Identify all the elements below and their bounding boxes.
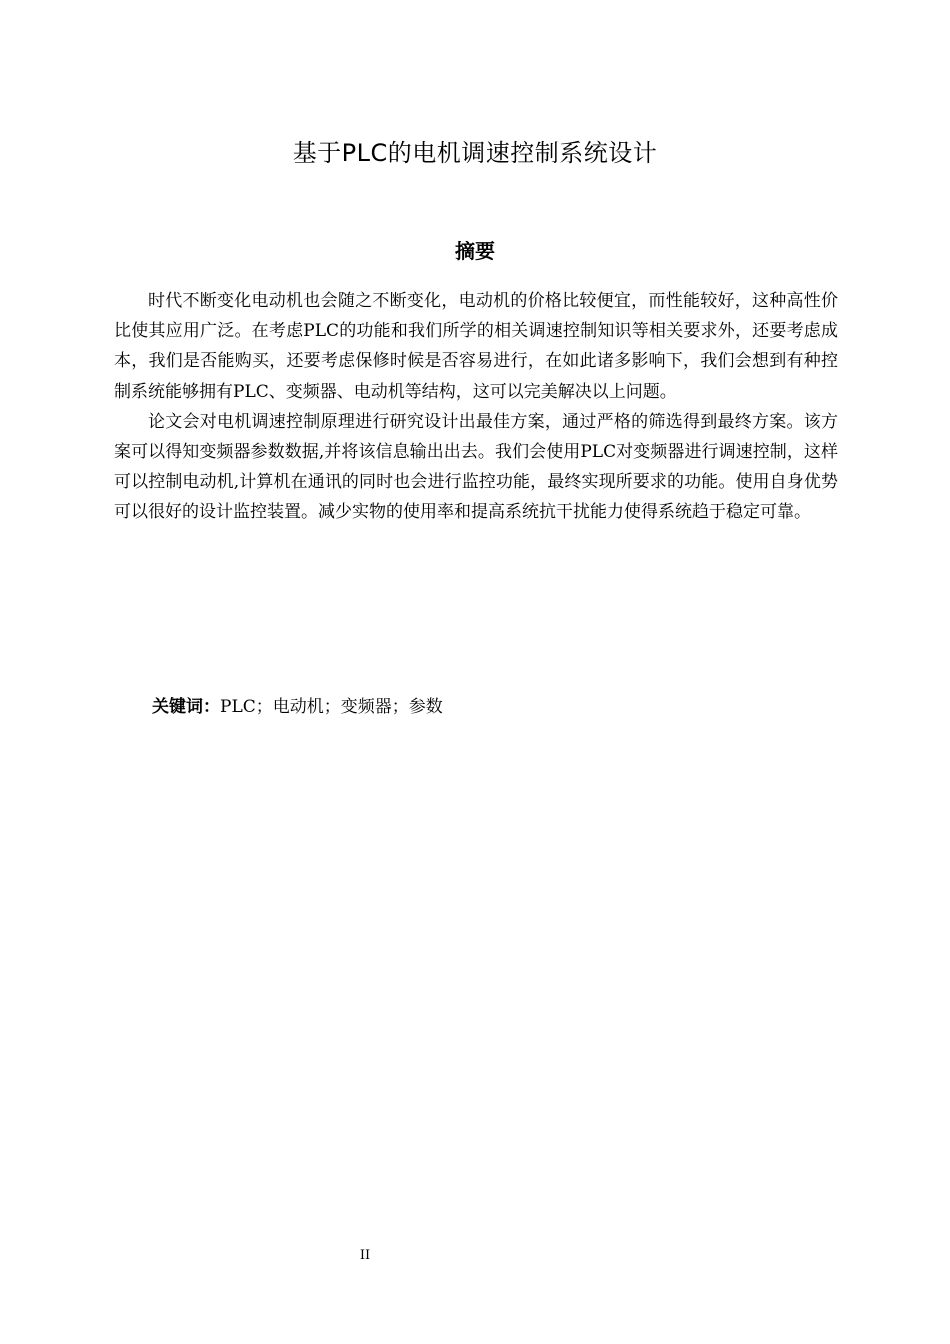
keywords-line: [152, 692, 838, 722]
page-number: II: [359, 1248, 371, 1263]
abstract-paragraph-2: 论文会对电机调速控制原理进行研究设计出最佳方案，通过严格的筛选得到最终方案。该方案可以得知变频器参数数据,并将该信息输出出去。我们会使用PLC对变频器进行调速控制，这样可以控制电动机,计算机在通讯的同时也会进行监控功能，最终实现所要求的功能。使用自身优势可以很好的设计监控装置。减少实物的使用率和提高系统抗干扰能力使得系统趋于稳定可靠。: [114, 411, 838, 523]
page-title: 基于PLC的电机调速控制系统设计: [292, 139, 658, 167]
abstract-heading: 摘要: [455, 239, 495, 263]
abstract-body: [114, 286, 838, 528]
keywords-label: 关键词：: [152, 697, 220, 717]
abstract-paragraph-1: 时代不断变化电动机也会随之不断变化，电动机的价格比较便宜，而性能较好，这种高性价比使其应用广泛。在考虑PLC的功能和我们所学的相关调速控制知识等相关要求外，还要考虑成本，我们是否能购买，还要考虑保修时候是否容易进行，在如此诸多影响下，我们会想到有种控制系统能够拥有PLC、变频器、电动机等结构，这可以完美解决以上问题。: [114, 291, 838, 402]
keywords-text: PLC；电动机；变频器；参数: [220, 697, 443, 717]
